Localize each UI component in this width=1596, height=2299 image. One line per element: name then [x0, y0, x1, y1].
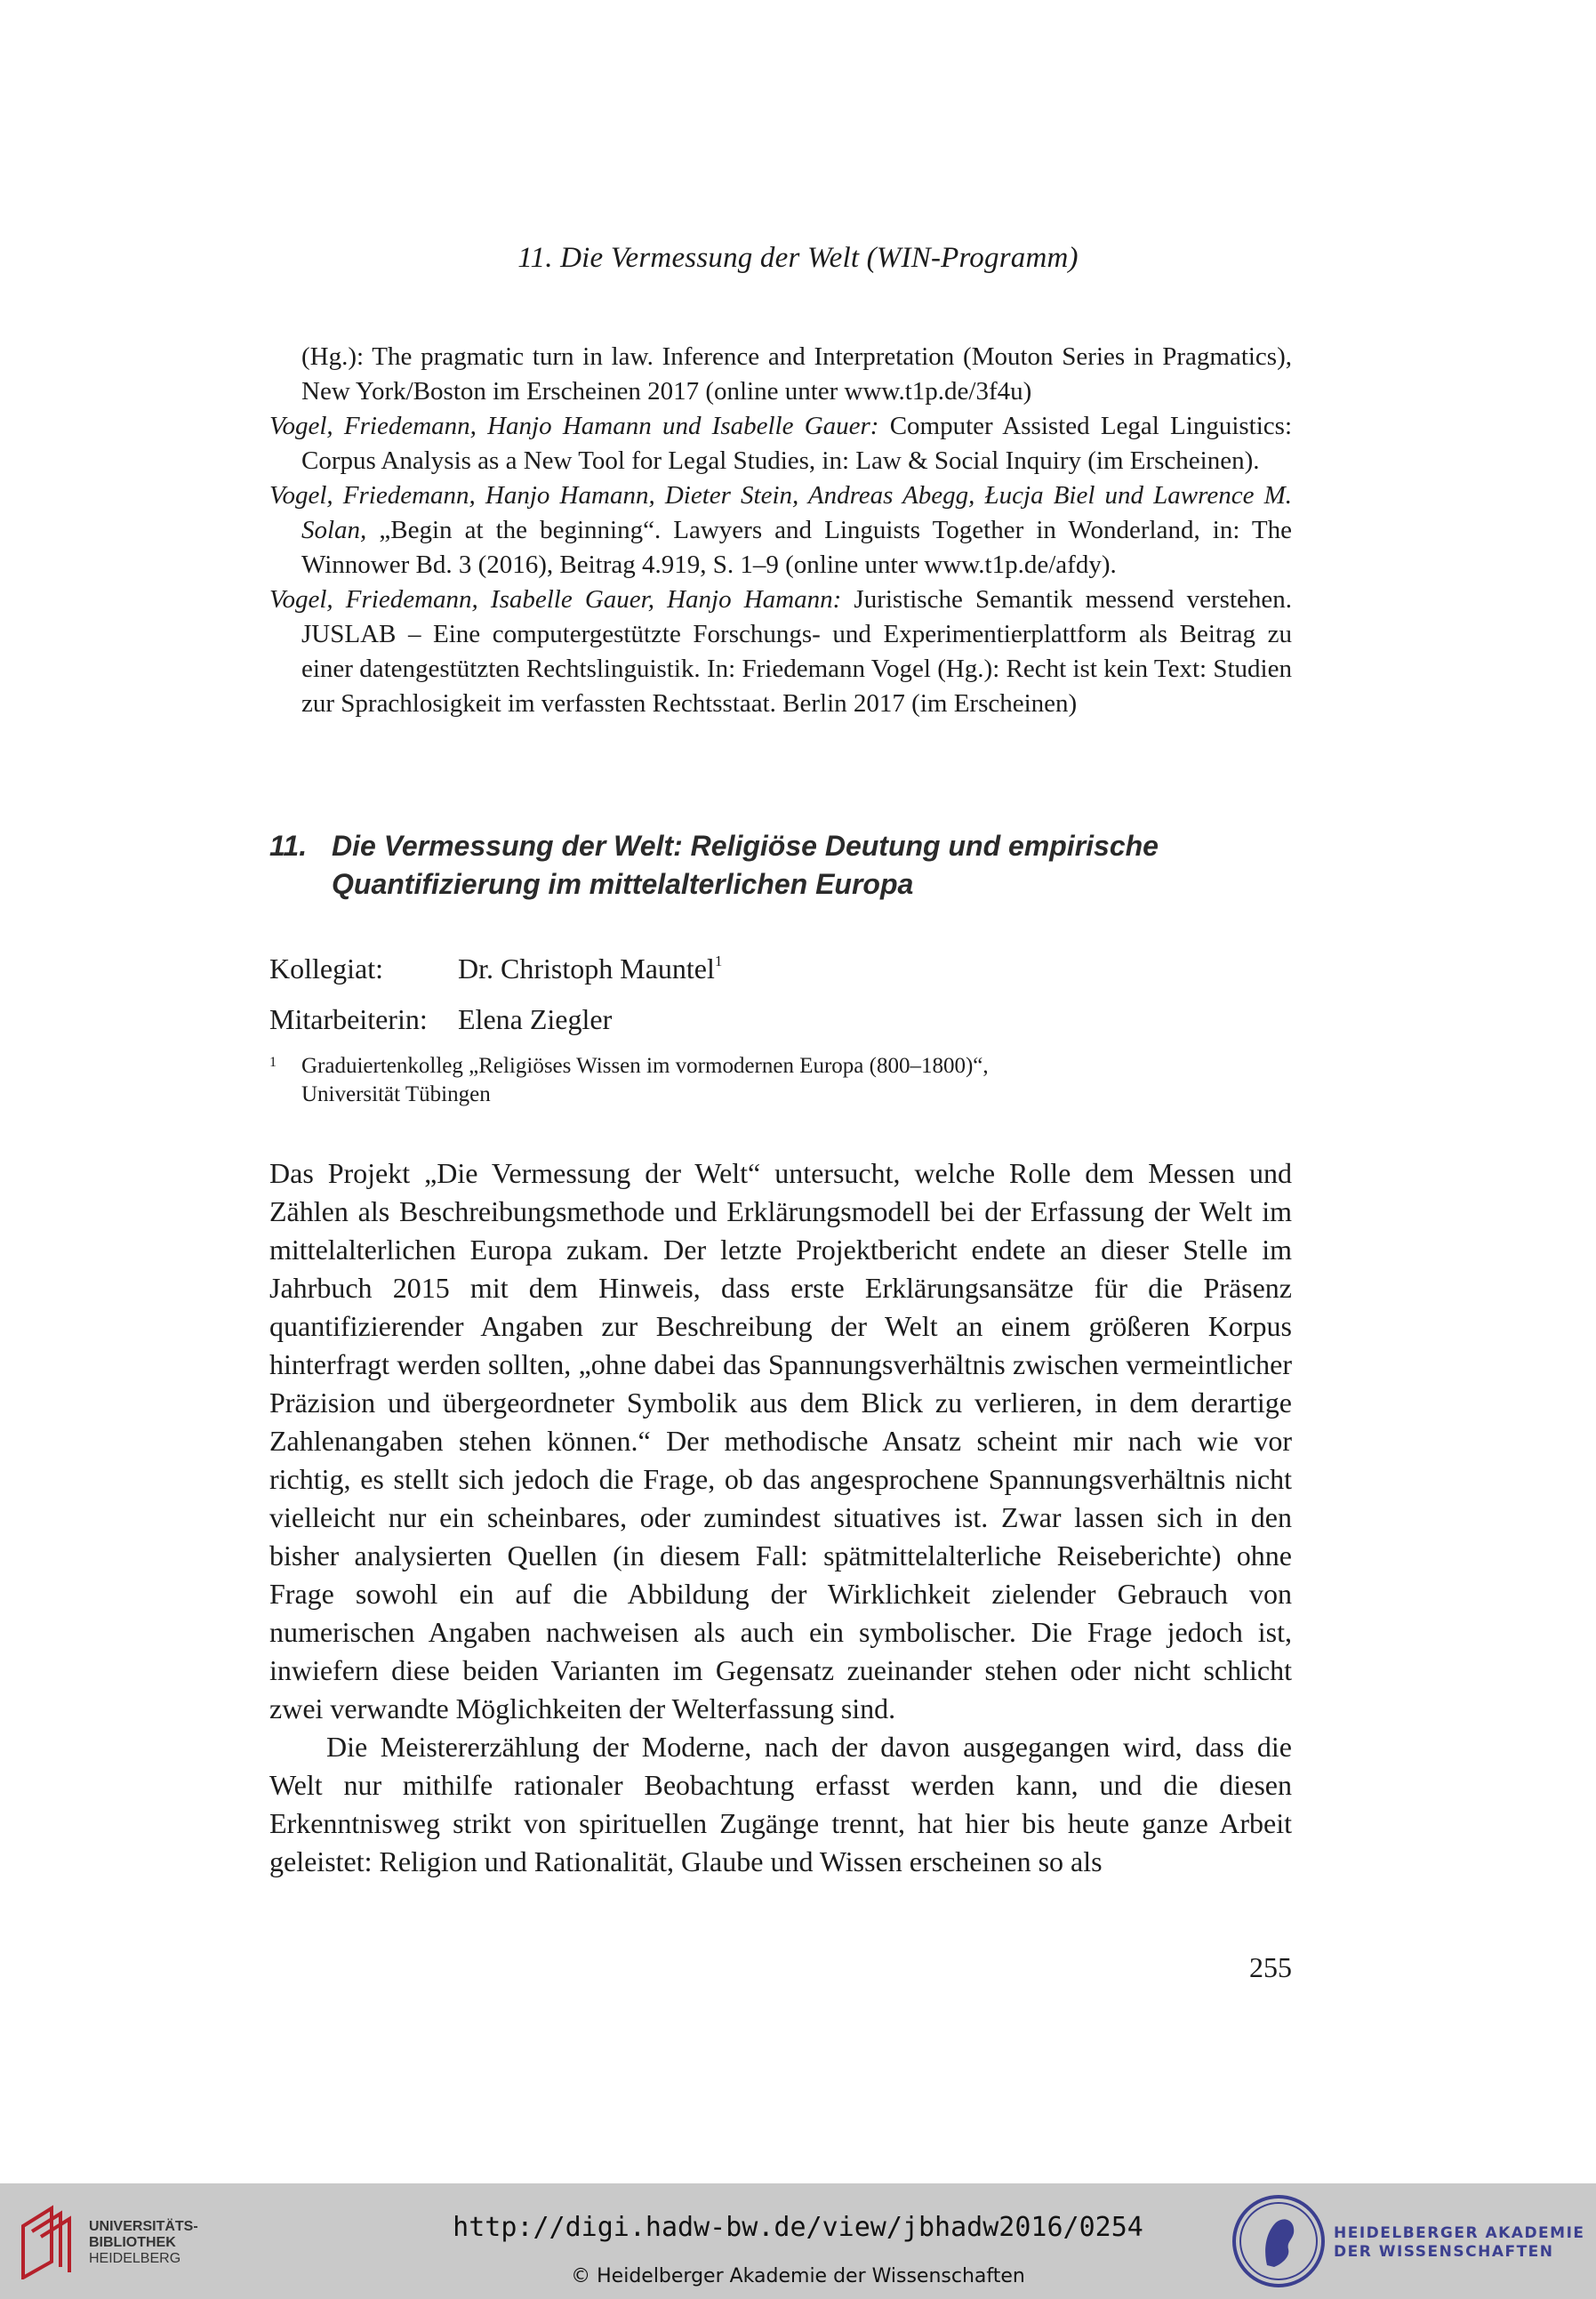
mitarbeiter-label: Mitarbeiterin:: [269, 1003, 428, 1035]
permalink-url[interactable]: http://digi.hadw-bw.de/view/jbhadw2016/0254: [453, 2212, 1143, 2243]
bib-entry-4-authors: Vogel, Friedemann, Isabelle Gauer, Hanjo Hamann:: [269, 585, 842, 614]
mitarbeiter-value: Elena Ziegler: [458, 1003, 613, 1035]
bib-entry-4: [269, 583, 1292, 721]
copyright-notice: © Heidelberger Akademie der Wissenschaften: [571, 2265, 1025, 2287]
bib-entry-1-text: (Hg.): The pragmatic turn in law. Inference and Interpretation (Mouton Series in Pragmatics), New York/Boston im Erscheinen 2017 (online unter www.t1p.de/3f4u): [301, 342, 1292, 406]
hadw-text: [1334, 2224, 1585, 2262]
kollegiat-label: Kollegiat:: [269, 953, 383, 985]
footer-bar: [0, 2183, 1596, 2299]
paragraph-2: Die Meistererzählung der Moderne, nach der davon ausgegangen wird, dass die Welt nur mithilfe rationaler Beobachtung erfasst werden kann, und die diesen Erkenntnisweg strikt von spirituellen Zugänge trennt, hat hier bis heute ganze Arbeit geleistet: Religion und Rationalität, Glaube und Wissen erscheinen so als: [269, 1731, 1292, 1877]
bib-entry-3-text: „Begin at the beginning“. Lawyers and Linguists Together in Wonderland, in: The Winnower Bd. 3 (2016), Beitrag 4.919, S. 1–9 (online unter www.t1p.de/afdy).: [301, 516, 1293, 579]
kollegiat-value: Dr. Christoph Mauntel: [458, 953, 715, 985]
bibliography: [269, 340, 1292, 721]
hadw-line-1: HEIDELBERGER AKADEMIE: [1334, 2224, 1585, 2242]
bib-entry-4-text: Juristische Semantik messend verstehen. JUSLAB – Eine computergestützte Forschungs- und Experimentierplattform als Beitrag zu einer datengestützten Rechtslinguistik. In: Friedemann Vogel (Hg.): Recht ist kein Text: Studien zur Sprachlosigkeit im verfassten Rechtsstaat. Berlin 2017 (im Erscheinen): [301, 585, 1292, 718]
bib-entry-2: [269, 409, 1292, 478]
hadw-seal-icon[interactable]: [1231, 2194, 1326, 2288]
body-text: [269, 1154, 1292, 1881]
footnote: [269, 1052, 1292, 1109]
ub-line-2: BIBLIOTHEK: [89, 2235, 176, 2250]
hadw-line-2: DER WISSENSCHAFTEN: [1334, 2243, 1554, 2261]
mitarbeiter-row: [269, 1001, 1292, 1037]
bib-entry-3: [269, 478, 1292, 583]
kollegiat-row: [269, 944, 1292, 986]
footnote-mark: 1: [269, 1055, 277, 1070]
section-number: 11.: [269, 830, 308, 862]
ub-line-1: UNIVERSITÄTS-: [89, 2219, 198, 2234]
section-heading: [269, 827, 1292, 904]
bib-entry-2-text: Computer Assisted Legal Linguistics: Corpus Analysis as a New Tool for Legal Studies, in: Law & Social Inquiry (im Erscheinen).: [301, 412, 1293, 475]
running-head: 11. Die Vermessung der Welt (WIN-Programm): [517, 242, 1079, 274]
bib-entry-2-authors: Vogel, Friedemann, Hanjo Hamann und Isabelle Gauer:: [269, 412, 879, 440]
page-number: 255: [1249, 1951, 1292, 1983]
ub-line-3: HEIDELBERG: [89, 2251, 181, 2266]
section-title: Die Vermessung der Welt: Religiöse Deutung und empirische Quantifizierung im mittelalterlichen Europa: [332, 830, 1159, 900]
footnote-line-2: Universität Tübingen: [301, 1082, 491, 1106]
bib-entry-3-authors: Vogel, Friedemann, Hanjo Hamann, Dieter Stein, Andreas Abegg, Łucja Biel und Lawrence M. Solan,: [269, 481, 1292, 544]
footnote-line-1: Graduiertenkolleg „Religiöses Wissen im vormodernen Europa (800–1800)“,: [301, 1054, 989, 1078]
paragraph-1: Das Projekt „Die Vermessung der Welt“ untersucht, welche Rolle dem Messen und Zählen als Beschreibungsmethode und Erklärungsmodell bei der Erfassung der Welt im mittelalterlichen Europa zukam. Der letzte Projektbericht endete an dieser Stelle im Jahrbuch 2015 mit dem Hinweis, dass erste Erklärungsansätze für die Präsenz quantifizierender Angaben zur Beschreibung der Welt an einem größeren Korpus hinterfragt werden sollten, „ohne dabei das Spannungsverhältnis zwischen vermeintlicher Präzision und übergeordneter Symbolik aus dem Blick zu verlieren, in dem derartige Zahlenangaben stehen können.“ Der methodische Ansatz scheint mir nach wie vor richtig, es stellt sich jedoch die Frage, ob das angesprochene Spannungsverhältnis nicht vielleicht nur ein scheinbares, oder zumindest situatives ist. Zwar lassen sich in den bisher analysierten Quellen (in diesem Fall: spätmittelalterliche Reiseberichte) ohne Frage sowohl ein auf die Abbildung der Wirklichkeit zielender Gebrauch von numerischen Angaben nachweisen als auch ein symbolischer. Die Frage jedoch ist, inwiefern diese beiden Varianten im Gegensatz zueinander stehen oder nicht schlicht zwei verwandte Möglichkeiten der Welterfassung sind.: [269, 1157, 1292, 1724]
bib-entry-1: [269, 340, 1292, 409]
footnote-ref: 1: [714, 953, 723, 969]
